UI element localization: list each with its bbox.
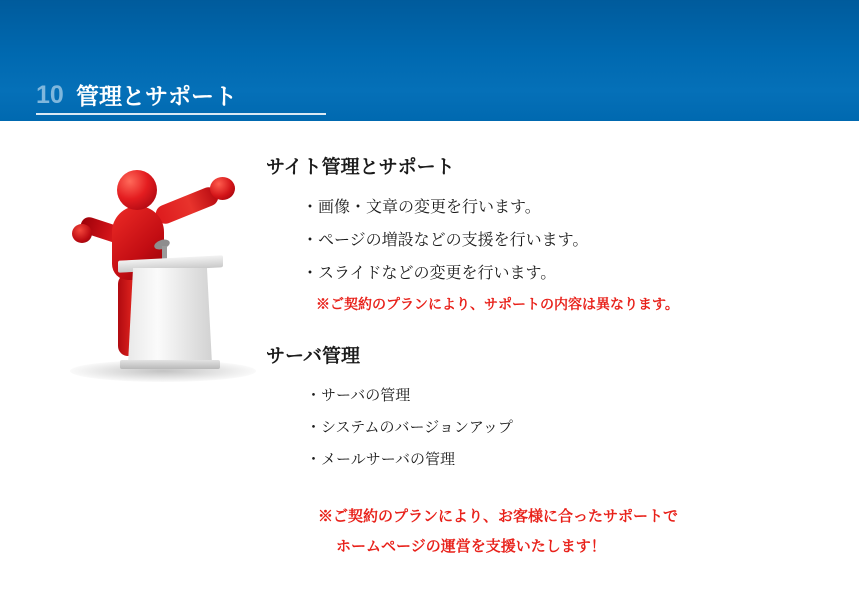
list-item: ・スライドなどの変更を行います。	[302, 265, 557, 282]
figure-head	[117, 170, 157, 210]
figure-right-hand	[210, 177, 235, 200]
list-item: ・ページの増設などの支援を行います。	[302, 232, 589, 249]
bullet-list	[266, 191, 836, 290]
figure-left-hand	[72, 224, 92, 243]
bullet-list	[266, 380, 836, 476]
list-item: ・メールサーバの管理	[306, 451, 455, 468]
list-item: ・サーバの管理	[306, 387, 411, 404]
podium-base	[120, 360, 220, 369]
footer-note-line-1: ※ご契約のプランにより、お客様に合ったサポートで	[318, 508, 679, 525]
list-item: ・システムのバージョンアップ	[306, 419, 513, 436]
illustration-red-figure-at-podium	[62, 160, 262, 390]
footer-note	[266, 502, 836, 562]
footer-note-line-2: ホームページの運営を支援いたします！	[336, 538, 606, 555]
slide-content	[266, 155, 836, 562]
page-title: 管理とサポート	[76, 83, 237, 109]
section-site-management	[266, 155, 836, 318]
section-heading: サイト管理とサポート	[266, 157, 455, 178]
header-bottom-rule	[0, 121, 859, 125]
slide-number: 10	[36, 81, 64, 109]
title-underline	[36, 113, 326, 115]
list-item: ・画像・文章の変更を行います。	[302, 199, 541, 216]
section-heading: サーバ管理	[266, 346, 361, 367]
section-note: ※ご契約のプランにより、サポートの内容は異なります。	[316, 296, 679, 312]
podium-body	[128, 268, 212, 364]
section-server-management	[266, 344, 836, 476]
